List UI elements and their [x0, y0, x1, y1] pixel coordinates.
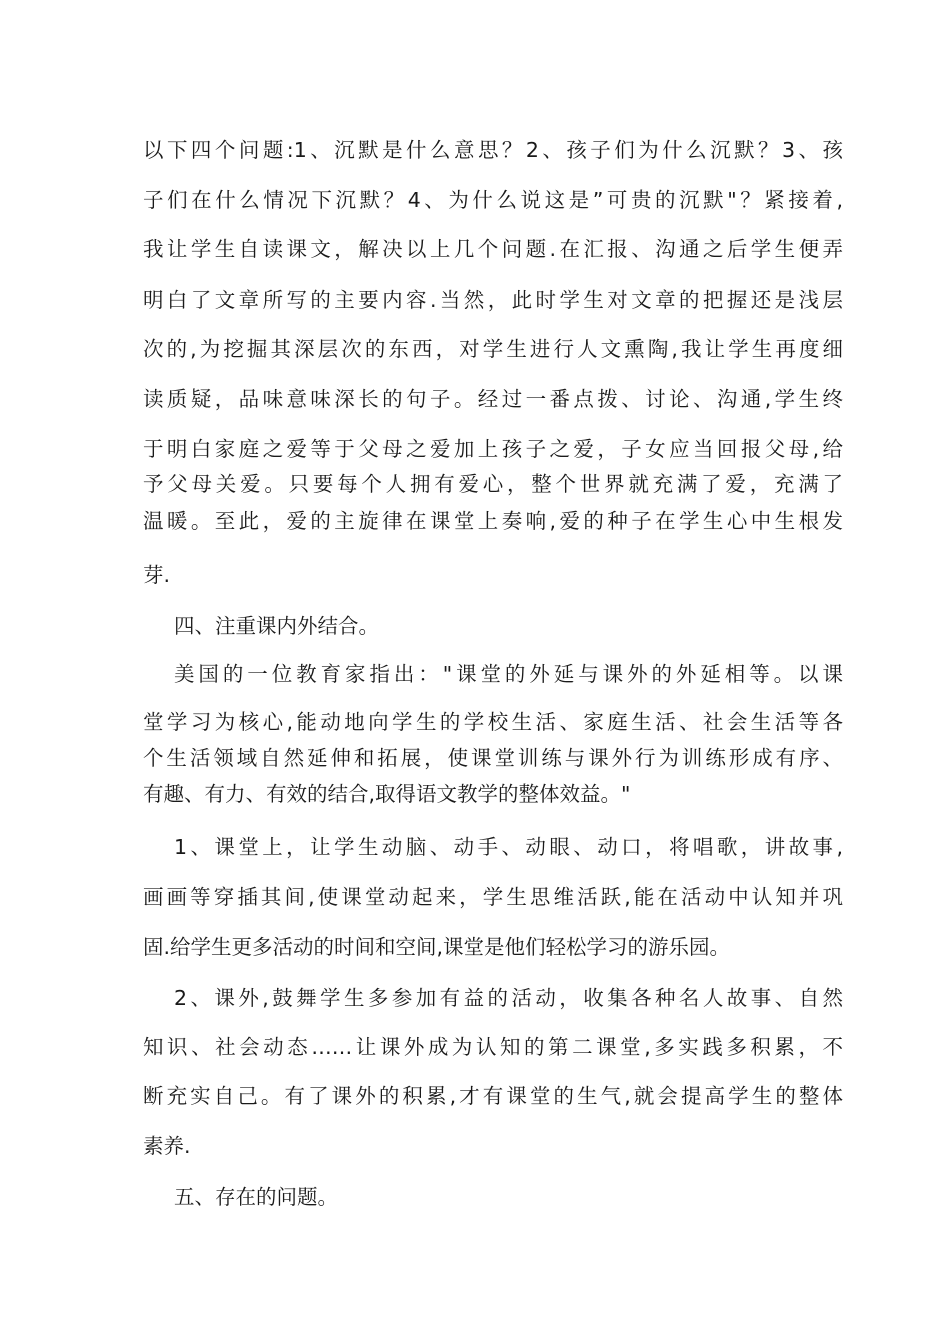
- text-line: 明白了文章所写的主要内容.当然，此时学生对文章的把握还是浅层: [143, 288, 843, 312]
- text-line: 素养.: [143, 1134, 191, 1158]
- text-line: 堂学习为核心,能动地向学生的学校生活、家庭生活、社会生活等各: [143, 710, 843, 734]
- text-line: 于明白家庭之爱等于父母之爱加上孩子之爱，子女应当回报父母,给: [143, 437, 843, 461]
- text-line: 知识、社会动态……让课外成为认知的第二课堂,多实践多积累，不: [143, 1035, 843, 1059]
- text-line: 固.给学生更多活动的时间和空间,课堂是他们轻松学习的游乐园。: [143, 935, 731, 959]
- text-line: 个生活领域自然延伸和拓展，使课堂训练与课外行为训练形成有序、: [143, 746, 843, 770]
- text-line: 2、课外,鼓舞学生多参加有益的活动，收集各种名人故事、自然: [174, 986, 843, 1010]
- text-line: 以下四个问题:1、沉默是什么意思？2、孩子们为什么沉默？3、孩: [143, 138, 843, 162]
- text-line: 子们在什么情况下沉默？4、为什么说这是”可贵的沉默"？紧接着,: [143, 188, 843, 212]
- text-line: 芽.: [143, 563, 171, 587]
- text-line: 次的,为挖掘其深层次的东西，对学生进行人文熏陶,我让学生再度细: [143, 337, 843, 361]
- text-line: 予父母关爱。只要每个人拥有爱心，整个世界就充满了爱，充满了: [143, 472, 843, 496]
- section-heading: 五、存在的问题。: [174, 1185, 338, 1209]
- text-line: 有趣、有力、有效的结合,取得语文教学的整体效益。": [143, 782, 631, 806]
- text-line: 1、课堂上，让学生动脑、动手、动眼、动口，将唱歌，讲故事,: [174, 835, 843, 859]
- text-line: 温暖。至此，爱的主旋律在课堂上奏响,爱的种子在学生心中生根发: [143, 509, 843, 533]
- text-line: 美国的一位教育家指出："课堂的外延与课外的外延相等。以课: [174, 662, 843, 686]
- text-line: 画画等穿插其间,使课堂动起来，学生思维活跃,能在活动中认知并巩: [143, 885, 843, 909]
- section-heading: 四、注重课内外结合。: [174, 614, 379, 638]
- text-line: 读质疑，品味意味深长的句子。经过一番点拨、讨论、沟通,学生终: [143, 387, 843, 411]
- text-line: 我让学生自读课文，解决以上几个问题.在汇报、沟通之后学生便弄: [143, 237, 843, 261]
- text-line: 断充实自己。有了课外的积累,才有课堂的生气,就会提高学生的整体: [143, 1084, 843, 1108]
